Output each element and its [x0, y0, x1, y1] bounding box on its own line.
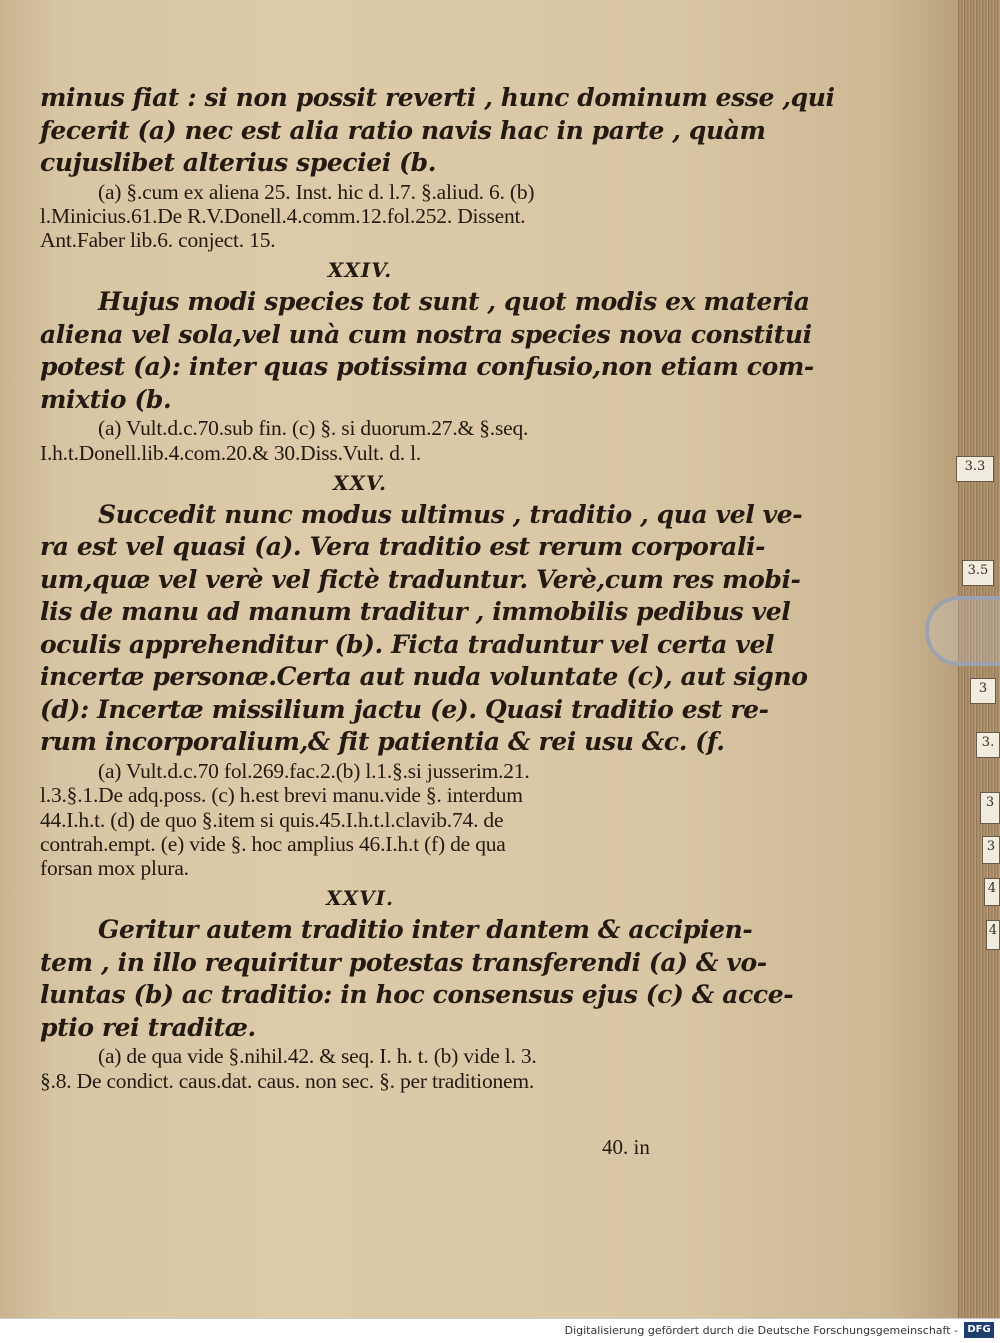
page-tab: 4 [984, 878, 1000, 906]
footer-bar [0, 1318, 1000, 1343]
page-tab: 3.3 [956, 456, 994, 482]
page-tab: 3. [976, 732, 1000, 758]
body-text-line: um,quæ vel verè vel fictè traduntur. Verè,cum res mobi- [40, 564, 801, 594]
body-text-line: mixtio (b. [40, 384, 172, 414]
body-text-line: cujuslibet alterius speciei (b. [40, 148, 436, 177]
page-text [40, 82, 835, 1093]
catchword: 40. in [602, 1135, 650, 1159]
footnote-line: (a) Vult.d.c.70.sub fin. (c) §. si duorum.27.& §.seq. [98, 416, 529, 441]
footnote-line: forsan mox plura. [40, 856, 189, 881]
body-text-line: incertæ personæ.Certa aut nuda voluntate (c), aut signo [40, 662, 808, 692]
dfg-logo: DFG [964, 1322, 994, 1338]
footnote-line: l.3.§.1.De adq.poss. (c) h.est brevi manu.vide §. interdum [40, 783, 523, 808]
page-tab: 3 [980, 792, 1000, 824]
footnote-line: 44.I.h.t. (d) de quo §.item si quis.45.I.h.t.l.clavib.74. de [40, 807, 504, 832]
footnote-line: (a) de qua vide §.nihil.42. & seq. I. h. t. (b) vide l. 3. [98, 1044, 537, 1069]
section-heading: XXIV. [327, 258, 393, 283]
body-text-line: luntas (b) ac traditio: in hoc consensus ejus (c) & acce- [40, 980, 794, 1010]
paper-clip [925, 596, 1000, 666]
body-text-line: tem , in illo requiritur potestas transferendi (a) & vo- [40, 947, 767, 977]
body-text-line: ptio rei traditæ. [40, 1012, 256, 1042]
footnote-line: (a) Vult.d.c.70 fol.269.fac.2.(b) l.1.§.si jusserim.21. [98, 758, 530, 783]
body-text-line: rum incorporalium,& fit patientia & rei usu &c. (f. [40, 727, 725, 757]
footnote-line: contrah.empt. (e) vide §. hoc amplius 46.I.h.t (f) de qua [40, 831, 506, 856]
body-text-line: lis de manu ad manum traditur , immobilis pedibus vel [40, 597, 791, 627]
footnote-line: (a) §.cum ex aliena 25. Inst. hic d. l.7. §.aliud. 6. (b) [98, 179, 535, 204]
page-tab: 3 [970, 678, 996, 704]
footnote-line: I.h.t.Donell.lib.4.com.20.& 30.Diss.Vult. d. l. [40, 440, 422, 465]
footnote-line: Ant.Faber lib.6. conject. 15. [40, 228, 276, 253]
page-tab: 4 [986, 920, 1000, 950]
body-text-line: minus fiat : si non possit reverti , hunc dominum esse ,qui [40, 83, 835, 112]
body-text-line: ra est vel quasi (a). Vera traditio est rerum corporali- [40, 532, 766, 562]
body-text-line: potest (a): inter quas potissima confusio,non etiam com- [40, 352, 814, 382]
body-text-line: (d): Incertæ missilium jactu (e). Quasi traditio est re- [40, 694, 769, 724]
footer-credit: Digitalisierung gefördert durch die Deutsche Forschungsgemeinschaft - [564, 1324, 958, 1337]
section-heading: XXV. [332, 470, 388, 495]
footnote-line: l.Minicius.61.De R.V.Donell.4.comm.12.fol.252. Dissent. [40, 203, 526, 228]
body-text-line: Succedit nunc modus ultimus , traditio , qua vel ve- [98, 499, 803, 529]
footnote-line: §.8. De condict. caus.dat. caus. non sec. §. per traditionem. [40, 1068, 535, 1093]
body-text-line: aliena vel sola,vel unà cum nostra species nova constitui [40, 319, 812, 349]
section-heading: XXVI. [326, 886, 394, 911]
page-tab: 3.5 [962, 560, 994, 586]
page-tab: 3 [982, 836, 1000, 864]
body-text-line: fecerit (a) nec est alia ratio navis hac in parte , quàm [40, 115, 766, 145]
body-text-line: oculis apprehenditur (b). Ficta traduntur vel certa vel [40, 629, 775, 659]
body-text-line: Hujus modi species tot sunt , quot modis ex materia [98, 287, 810, 317]
body-text-line: Geritur autem traditio inter dantem & accipien- [98, 915, 753, 945]
